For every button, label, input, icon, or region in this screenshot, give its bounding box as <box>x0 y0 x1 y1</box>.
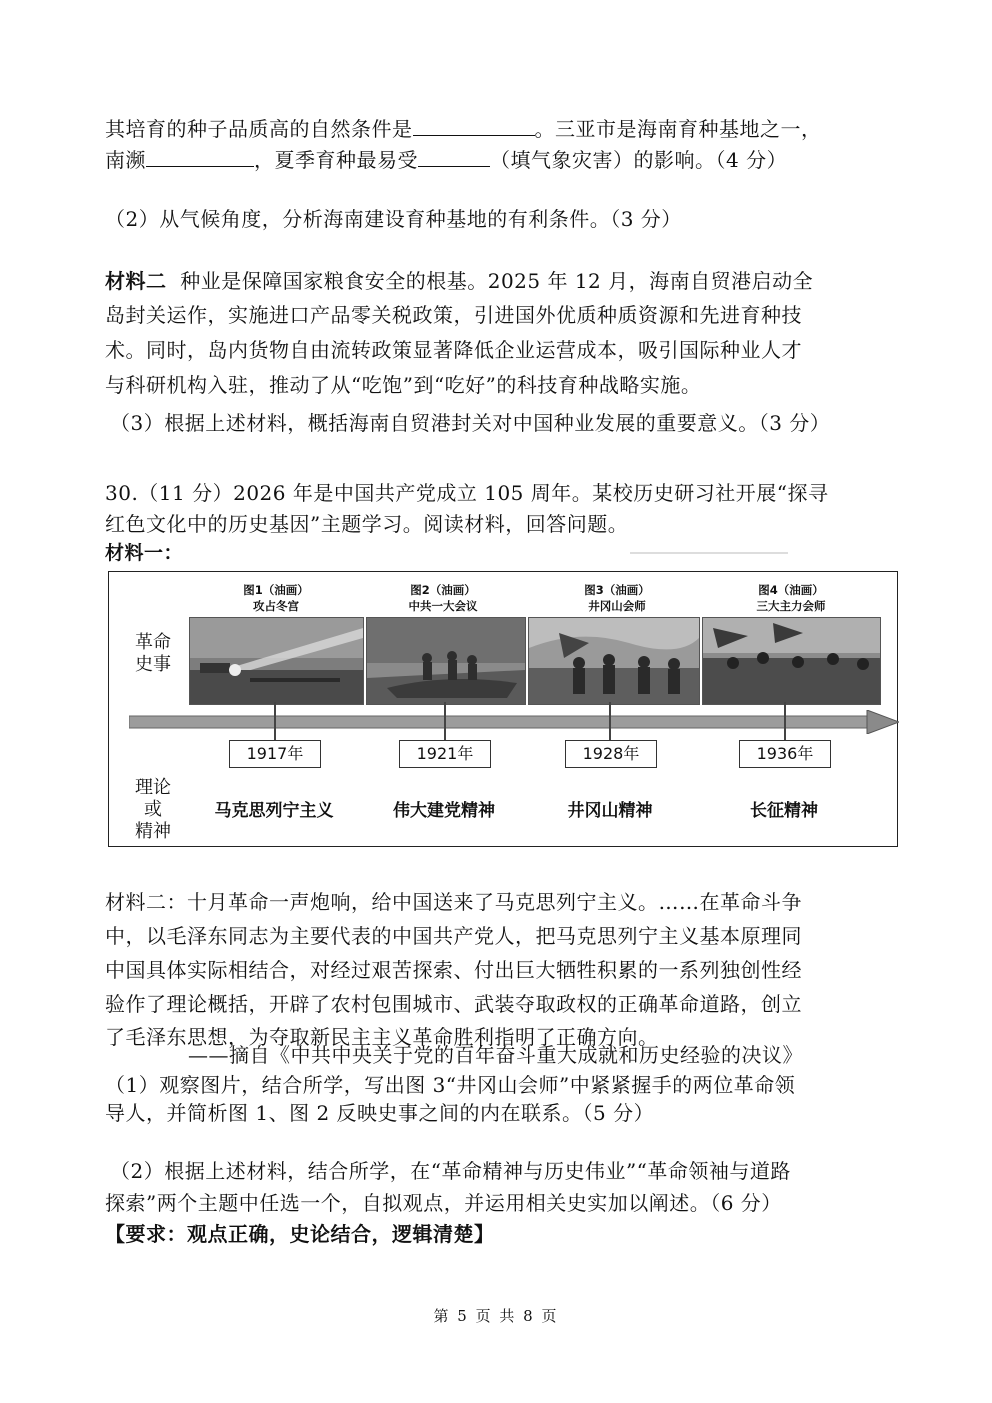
fill-text: 南濒 <box>105 148 146 172</box>
spirit-marxism: 马克思列宁主义 <box>214 801 334 821</box>
year-box-1917: 1917年 <box>229 740 321 768</box>
timeline-tick <box>444 702 446 740</box>
row-label-events: 革命 史事 <box>135 632 171 675</box>
timeline-tick <box>274 702 276 740</box>
q29-fill-line-1 <box>105 115 822 142</box>
q29-sub2: （2）从气候角度，分析海南建设育种基地的有利条件。（3 分） <box>105 207 682 231</box>
q29-sub3: （3）根据上述材料，概括海南自贸港封关对中国种业发展的重要意义。（3 分） <box>110 411 831 435</box>
painting-first-congress <box>366 617 526 705</box>
caption-subtitle: 攻占冬宫 <box>253 599 299 613</box>
caption-fig1 <box>196 582 356 614</box>
divider <box>630 552 788 554</box>
caption-fig2 <box>363 582 523 614</box>
q30-material2-line-4: 验作了理论概括，开辟了农村包围城市、武装夺取政权的正确革命道路，创立 <box>105 992 802 1016</box>
q29-fill-line-2 <box>105 146 787 173</box>
material2-text: 种业是保障国家粮食安全的根基。2025 年 12 月，海南自贸港启动全 <box>180 269 814 293</box>
year-box-1936: 1936年 <box>739 740 831 768</box>
caption-title: 图1（油画） <box>243 583 309 597</box>
caption-title: 图3（油画） <box>584 583 650 597</box>
material2-label: 材料二 <box>105 269 167 293</box>
answer-blank-natural-conditions[interactable] <box>413 115 535 136</box>
fill-text: （填气象灾害）的影响。（4 分） <box>490 148 788 172</box>
painting-jinggangshan-meeting <box>528 617 700 705</box>
q30-sub2-line-2: 探索”两个主题中任选一个，自拟观点，并运用相关史实加以阐述。（6 分） <box>105 1191 782 1215</box>
page-footer: 第 5 页 共 8 页 <box>433 1307 559 1325</box>
q30-intro-line-1: 30.（11 分）2026 年是中国共产党成立 105 周年。某校历史研习社开展“探寻 <box>105 481 829 505</box>
fill-text: 其培育的种子品质高的自然条件是 <box>105 117 413 141</box>
q30-sub1-line-1: （1）观察图片，结合所学，写出图 3“井冈山会师”中紧紧握手的两位革命领 <box>105 1073 796 1097</box>
spirit-long-march: 长征精神 <box>750 801 818 821</box>
q29-material2-line-3: 术。同时，岛内货物自由流转政策显著降低企业运营成本，吸引国际种业人才 <box>105 338 802 362</box>
fill-text: 。三亚市是海南育种基地之一， <box>534 117 822 141</box>
timeline-tick <box>609 702 611 740</box>
spirit-party-founding: 伟大建党精神 <box>393 801 495 821</box>
year-box-1921: 1921年 <box>399 740 491 768</box>
q30-intro-line-2: 红色文化中的历史基因”主题学习。阅读材料，回答问题。 <box>105 512 629 536</box>
timeline-figure <box>108 571 898 847</box>
caption-fig4 <box>711 582 871 614</box>
q30-material2-line-5: 了毛泽东思想，为夺取新民主主义革命胜利指明了正确方向。 <box>105 1025 659 1049</box>
caption-title: 图4（油画） <box>758 583 824 597</box>
fill-text: ，夏季育种最易受 <box>254 148 418 172</box>
painting-three-armies-meeting <box>702 617 881 705</box>
spirit-jinggangshan: 井冈山精神 <box>567 801 653 821</box>
caption-subtitle: 三大主力会师 <box>756 599 826 613</box>
answer-blank-weather-disaster[interactable] <box>418 146 490 167</box>
year-box-1928: 1928年 <box>565 740 657 768</box>
caption-title: 图2（油画） <box>410 583 476 597</box>
timeline-tick <box>784 702 786 740</box>
caption-subtitle: 井冈山会师 <box>588 599 646 613</box>
q30-requirement: 【要求：观点正确，史论结合，逻辑清楚】 <box>105 1222 495 1246</box>
q29-material2-line-1 <box>105 268 813 294</box>
q29-material2-line-4: 与科研机构入驻，推动了从“吃饱”到“吃好”的科技育种战略实施。 <box>105 373 702 397</box>
caption-fig3 <box>537 582 697 614</box>
q30-sub2-line-1: （2）根据上述材料，结合所学，在“革命精神与历史伟业”“革命领袖与道路 <box>110 1159 791 1183</box>
answer-blank-south-sea[interactable] <box>146 146 254 167</box>
q30-material2-line-3: 中国具体实际相结合，对经过艰苦探索、付出巨大牺牲积累的一系列独创性经 <box>105 958 802 982</box>
painting-winter-palace <box>189 617 364 705</box>
row-label-theory: 理论 或 精神 <box>135 777 171 842</box>
q30-source: ——摘自《中共中央关于党的百年奋斗重大成就和历史经验的决议》 <box>188 1043 803 1067</box>
q29-material2-line-2: 岛封关运作，实施进口产品零关税政策，引进国外优质种质资源和先进育种技 <box>105 303 802 327</box>
q30-sub1-line-2: 导人，并简析图 1、图 2 反映史事之间的内在联系。（5 分） <box>105 1101 655 1125</box>
q30-material2-line-1: 材料二：十月革命一声炮响，给中国送来了马克思列宁主义。……在革命斗争 <box>105 890 802 914</box>
caption-subtitle: 中共一大会议 <box>408 599 478 613</box>
q30-material2-line-2: 中，以毛泽东同志为主要代表的中国共产党人，把马克思列宁主义基本原理同 <box>105 924 802 948</box>
material1-label: 材料一： <box>105 542 184 564</box>
